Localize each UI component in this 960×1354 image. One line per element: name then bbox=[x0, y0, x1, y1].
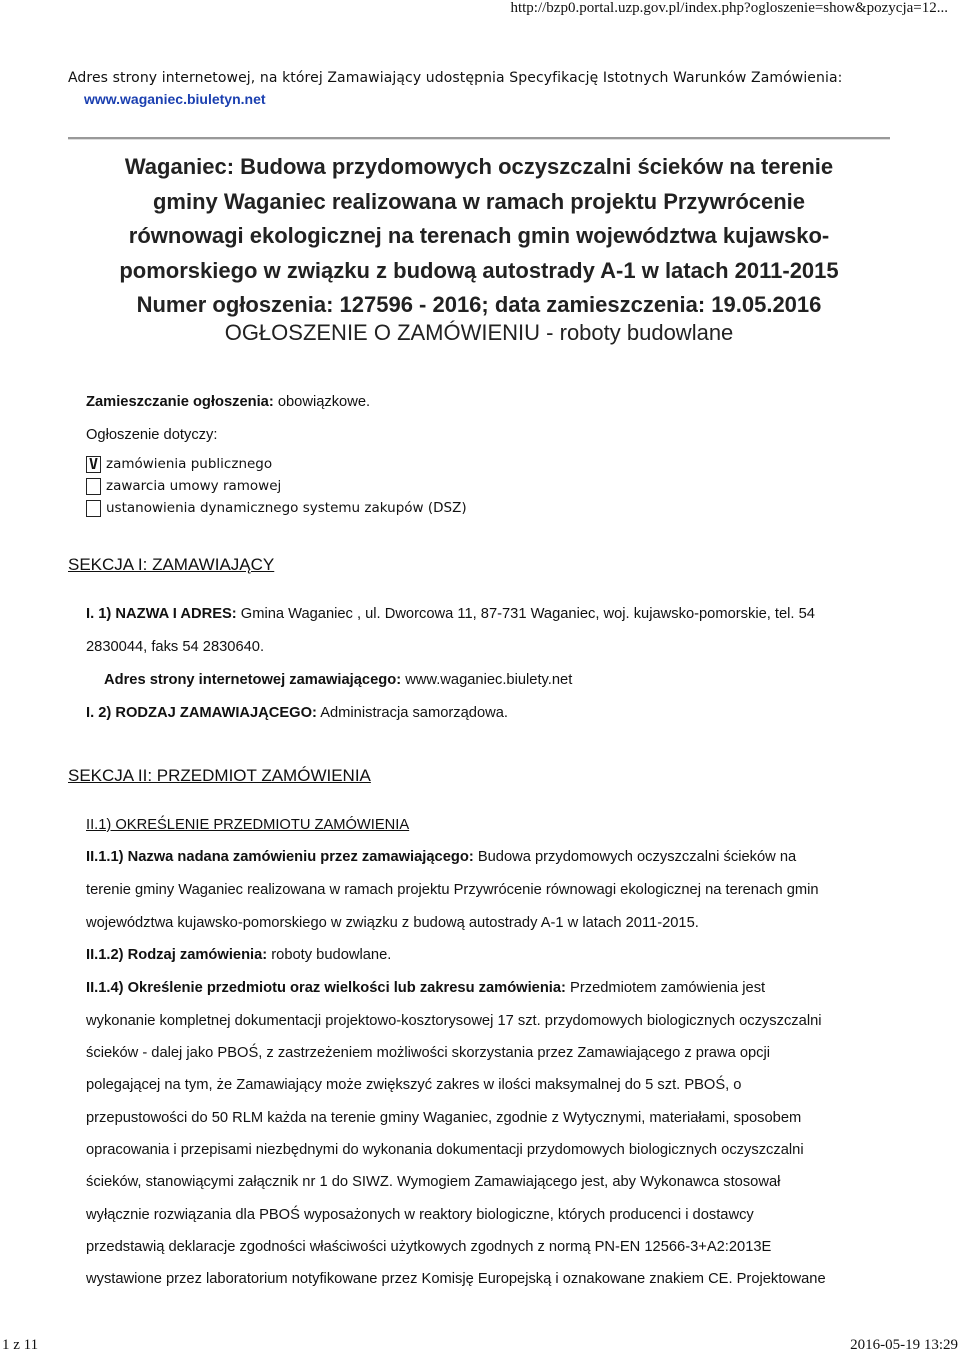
header-divider bbox=[68, 137, 890, 140]
option-label: zawarcia umowy ramowej bbox=[106, 478, 282, 494]
contract-name-value: Budowa przydomowych oczyszczalni ścieków na bbox=[477, 849, 797, 865]
contract-kind-value: roboty budowlane. bbox=[271, 947, 392, 963]
contract-name-line: terenie gminy Waganiec realizowana w ramach projektu Przywrócenie równowagi ekologicznej na terenach gmin bbox=[86, 882, 819, 898]
website-row bbox=[104, 672, 572, 688]
option-label: zamówienia publicznego bbox=[106, 456, 273, 472]
mandatory-value: obowiązkowe. bbox=[277, 394, 371, 410]
scope-label: II.1.4) Określenie przedmiotu oraz wielkości lub zakresu zamówienia: bbox=[86, 980, 566, 996]
title-line: równowagi ekologicznej na terenach gmin województwa kujawsko- bbox=[128, 223, 830, 248]
contract-kind-row bbox=[86, 947, 391, 963]
scope-line: przedstawią deklaracje zgodności właściwości użytkowych zgodnych z normą PN-EN 12566-3+A2:2013E bbox=[86, 1239, 772, 1255]
scope-line: wyłącznie rozwiązania dla PBOŚ wyposażonych w reaktory biologiczne, których producenci i dostawcy bbox=[86, 1207, 754, 1223]
checkbox-checked: V bbox=[86, 456, 101, 473]
checkbox-unchecked bbox=[86, 500, 101, 517]
authority-type-label: I. 2) RODZAJ ZAMAWIAJĄCEGO: bbox=[86, 705, 317, 721]
title-line: gminy Waganiec realizowana w ramach projektu Przywrócenie bbox=[152, 188, 806, 214]
scope-line: wystawione przez laboratorium notyfikowane przez Komisję Europejską i oznakowane znakiem CE. Projektowane bbox=[86, 1271, 826, 1287]
address-continuation: 2830044, faks 54 2830640. bbox=[86, 639, 265, 655]
address-value: Gmina Waganiec , ul. Dworcowa 11, 87-731 Waganiec, woj. kujawsko-pomorskie, tel. 54 bbox=[240, 606, 815, 622]
contract-name-label: II.1.1) Nazwa nadana zamówieniu przez zamawiającego: bbox=[86, 849, 474, 865]
option-row bbox=[86, 455, 272, 473]
notice-number-line: Numer ogłoszenia: 127596 - 2016; data zamieszczenia: 19.05.2016 bbox=[136, 292, 822, 317]
website-value: www.waganiec.biulety.net bbox=[405, 672, 573, 688]
section-2-heading: SEKCJA II: PRZEDMIOT ZAMÓWIENIA bbox=[68, 766, 371, 785]
scope-line: opracowania i przepisami niezbędnymi do wykonania dokumentacji przydomowych biologicznych oczyszczalni bbox=[86, 1142, 804, 1158]
scope-row bbox=[86, 980, 765, 996]
scope-line: przepustowości do 50 RLM każda na terenie gminy Waganiec, zgodnie z Wytycznymi, materiałami, sposobem bbox=[86, 1110, 802, 1126]
authority-type-row bbox=[86, 705, 508, 721]
option-row bbox=[86, 499, 467, 517]
section-2-subheading: II.1) OKREŚLENIE PRZEDMIOTU ZAMÓWIENIA bbox=[86, 817, 410, 833]
title-line: pomorskiego w związku z budową autostrady A-1 w latach 2011-2015 bbox=[119, 257, 839, 283]
siwz-intro-text: Adres strony internetowej, na której Zamawiający udostępnia Specyfikację Istotnych Warunków Zamówienia: bbox=[68, 70, 843, 86]
siwz-link[interactable]: www.waganiec.biuletyn.net bbox=[84, 91, 266, 107]
address-row bbox=[86, 606, 815, 622]
notice-title bbox=[68, 150, 890, 323]
title-line: Waganiec: Budowa przydomowych oczyszczalni ścieków na terenie bbox=[124, 154, 834, 179]
address-label: I. 1) NAZWA I ADRES: bbox=[86, 606, 237, 622]
page-counter: 1 z 11 bbox=[2, 1337, 39, 1353]
authority-type-value: Administracja samorządowa. bbox=[320, 705, 508, 721]
scope-line: polegającej na tym, że Zamawiający może zwiększyć zakres w ilości maksymalnej do 5 szt. PBOŚ, o bbox=[86, 1077, 742, 1093]
print-header-url: http://bzp0.portal.uzp.gov.pl/index.php?ogloszenie=show&pozycja=12... bbox=[510, 0, 948, 16]
scope-value: Przedmiotem zamówienia jest bbox=[570, 980, 766, 996]
contract-name-row bbox=[86, 849, 796, 865]
scope-line: ścieków, stanowiącymi załącznik nr 1 do SIWZ. Wymogiem Zamawiającego jest, aby Wykonawca stosował bbox=[86, 1174, 781, 1190]
website-label: Adres strony internetowej zamawiającego: bbox=[104, 672, 402, 688]
mandatory-row bbox=[86, 394, 370, 410]
checkbox-unchecked bbox=[86, 478, 101, 495]
print-datetime: 2016-05-19 13:29 bbox=[850, 1337, 958, 1353]
concerns-label: Ogłoszenie dotyczy: bbox=[86, 427, 218, 443]
section-1-heading: SEKCJA I: ZAMAWIAJĄCY bbox=[68, 555, 275, 574]
scope-line: wykonanie kompletnej dokumentacji projektowo-kosztorysowej 17 szt. przydomowych biologicznych oczyszczalni bbox=[86, 1013, 822, 1029]
option-row bbox=[86, 477, 281, 495]
scope-line: ścieków - dalej jako PBOŚ, z zastrzeżeniem możliwości skorzystania przez Zamawiającego z prawa opcji bbox=[86, 1045, 771, 1061]
contract-name-line: województwa kujawsko-pomorskiego w związku z budową autostrady A-1 w latach 2011-2015. bbox=[86, 915, 699, 931]
option-label: ustanowienia dynamicznego systemu zakupów (DSZ) bbox=[106, 500, 467, 516]
mandatory-label: Zamieszczanie ogłoszenia: bbox=[86, 394, 274, 410]
notice-subtitle: OGŁOSZENIE O ZAMÓWIENIU - roboty budowlane bbox=[224, 320, 734, 345]
contract-kind-label: II.1.2) Rodzaj zamówienia: bbox=[86, 947, 268, 963]
